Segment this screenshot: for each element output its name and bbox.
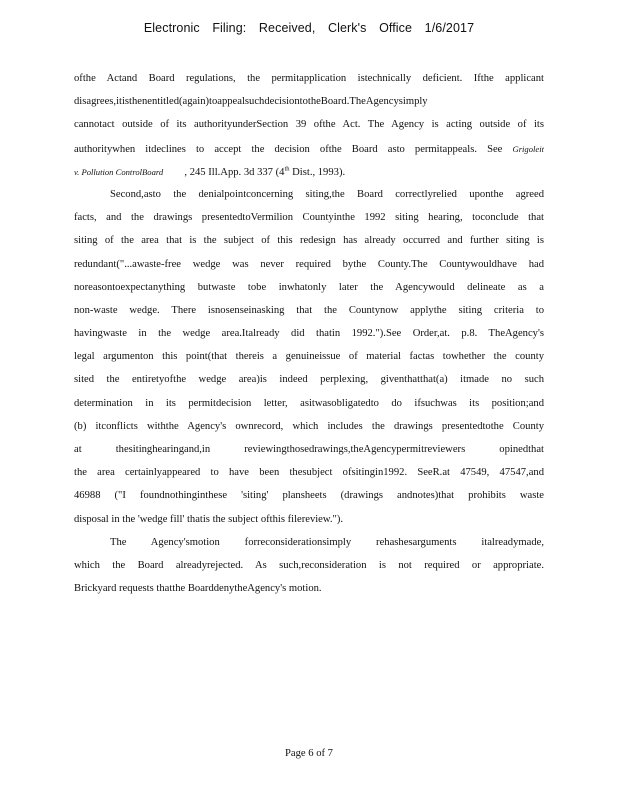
filing-header: Electronic Filing: Received, Clerk's Office 1/6/2017 <box>143 21 475 35</box>
body-line: determination in its permitdecision letter, asitwasobligatedto do ifsuchwas its position;and <box>74 397 544 409</box>
body-line: (b) itconflicts withthe Agency's ownrecord, which includes the drawings presentedtothe County <box>74 420 544 432</box>
body-line: disagrees,itisthenentitled(again)toappealsuchdecisiontotheBoard.TheAgencysimply <box>74 96 428 108</box>
body-line: disposal in the 'wedge fill' thatis the subject ofthis filereview."). <box>74 513 343 525</box>
body-line: 46988 ("I foundnothinginthese 'siting' plansheets (drawings andnotes)that prohibits waste <box>74 490 544 502</box>
body-line: facts, and the drawings presentedtoVermilion Countyinthe 1992 siting hearing, toconclude that <box>74 212 544 224</box>
document-body <box>74 71 544 604</box>
body-line-text: authoritywhen itdeclines to accept the decision ofthe Board asto permitappeals. See <box>74 143 503 155</box>
body-line: legal argumenton this point(that thereis a genuineissue of material factas towhether the county <box>74 351 544 363</box>
body-line <box>74 164 544 187</box>
body-line: at thesitinghearingand,in reviewingthosedrawings,theAgencypermitreviewers opinedthat <box>74 444 544 455</box>
body-line: Brickyard requests thatthe BoarddenytheAgency's motion. <box>74 583 322 595</box>
body-line: siting of the area that is the subject of this redesign has already occurred and further siting is <box>74 235 544 247</box>
case-citation: v. Pollution ControlBoard <box>74 166 164 177</box>
case-citation: Grigoleit <box>512 143 544 154</box>
body-line: The Agency'smotion forreconsiderationsimply rehashesarguments italreadymade, <box>110 536 544 548</box>
body-line: cannotact outside of its authorityunderSection 39 ofthe Act. The Agency is acting outside of its <box>74 119 544 131</box>
body-line: Second,asto the denialpointconcerning siting,the Board correctlyrelied uponthe agreed <box>110 188 544 200</box>
body-line: which the Board alreadyrejected. As such,reconsideration is not required or appropriate. <box>74 559 544 571</box>
body-line: the area certainlyappeared to have been thesubject ofsitingin1992. SeeR.at 47549, 47547,and <box>74 467 544 479</box>
body-line: noreasontoexpectanything butwaste tobe inwhatonly later the Agencywould delineate as a <box>74 281 544 293</box>
body-line: havingwaste in the wedge area.Italready did thatin 1992.").See Order,at. p.8. TheAgency's <box>74 328 544 340</box>
body-line: sited the entiretyofthe wedge area)is indeed perplexing, giventhatthat(a) itmade no such <box>74 374 544 386</box>
body-line: ofthe Actand Board regulations, the permitapplication istechnically deficient. Ifthe applicant <box>74 73 544 84</box>
body-line-text: , 245 Ill.App. 3d 337 (4 <box>184 166 285 178</box>
body-line: non-waste wedge. There isnosenseinasking that the Countynow applythe siting criteria to <box>74 304 544 316</box>
body-line-text: Dist., 1993). <box>292 166 346 178</box>
body-line: redundant("...awaste-free wedge was never required bythe County.The Countywouldhave had <box>74 258 544 270</box>
body-line <box>74 141 544 164</box>
superscript: th <box>284 165 290 173</box>
page-number: Page 6 of 7 <box>285 748 333 759</box>
